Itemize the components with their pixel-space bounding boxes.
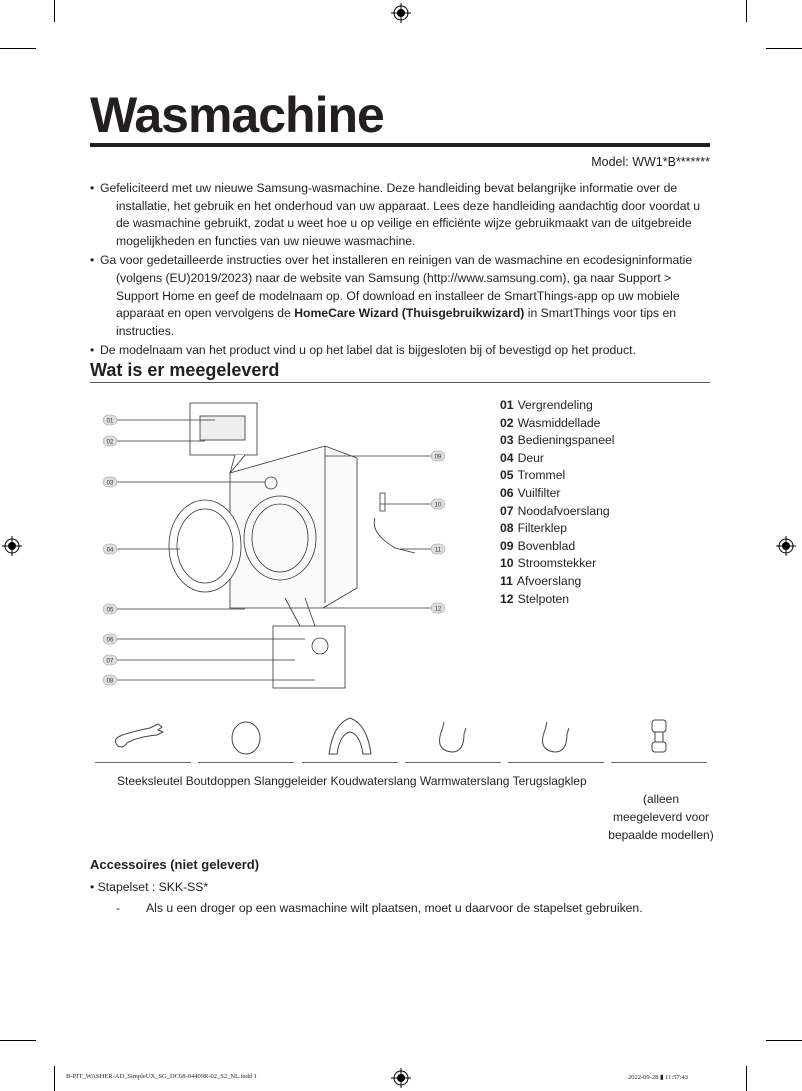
accessory-hose-guide bbox=[302, 716, 398, 763]
callout-07: 07 bbox=[106, 658, 114, 665]
part-item bbox=[500, 397, 614, 415]
part-item bbox=[500, 450, 614, 468]
crop-mark bbox=[746, 0, 747, 22]
part-label: Trommel bbox=[517, 468, 566, 483]
part-number: 02 bbox=[500, 415, 514, 430]
part-item bbox=[500, 538, 614, 556]
part-number: 04 bbox=[500, 450, 514, 465]
parts-list bbox=[500, 397, 614, 608]
stacking-kit-item: • Stapelset : SKK-SS* bbox=[90, 880, 209, 894]
part-item bbox=[500, 485, 614, 503]
accessories-not-supplied-heading: Accessoires (niet geleverd) bbox=[90, 857, 260, 872]
part-label: Filterklep bbox=[517, 521, 568, 536]
section-divider bbox=[90, 382, 710, 383]
intro-item: • Gefeliciteerd met uw nieuwe Samsung-wasmachine. Deze handleiding bevat belangrijke informatie over de installatie, het gebruik en het onderhoud van uw apparaat. Lees deze handleiding aandachtig door voordat u de wasmachine gebruikt, zodat u weet hoe u op veilige en efficiënte wijze gebruikmaakt van de uitgebreide mogelijkheden en functies van uw nieuwe wasmachine. bbox=[90, 180, 715, 250]
section-title: Wat is er meegeleverd bbox=[90, 360, 280, 380]
part-number: 07 bbox=[500, 503, 514, 518]
accessory-cold-water-hose bbox=[405, 716, 501, 763]
part-label: Wasmiddellade bbox=[517, 415, 601, 430]
cold-water-hose-icon bbox=[418, 716, 488, 756]
part-label: Vuilfilter bbox=[517, 485, 561, 500]
intro-list bbox=[90, 180, 715, 362]
callout-06: 06 bbox=[106, 637, 114, 644]
registration-mark-icon bbox=[2, 536, 22, 556]
footer-filename: B-PJT_WASHER-AD_SimpleUX_SG_DC68-04409R-02_S2_NL.indd 1 bbox=[66, 1073, 258, 1080]
callout-03: 03 bbox=[106, 480, 114, 487]
crop-mark bbox=[746, 1066, 747, 1091]
check-valve-note bbox=[606, 790, 716, 844]
stacking-kit-note bbox=[116, 901, 643, 915]
part-number: 10 bbox=[500, 556, 514, 571]
callout-10: 10 bbox=[434, 502, 442, 509]
callout-09: 09 bbox=[434, 454, 442, 461]
part-item bbox=[500, 467, 614, 485]
crop-mark bbox=[766, 48, 802, 49]
part-label: Deur bbox=[517, 450, 544, 465]
callout-02: 02 bbox=[106, 439, 114, 446]
part-number: 08 bbox=[500, 521, 514, 536]
part-number: 01 bbox=[500, 398, 514, 412]
callout-05: 05 bbox=[106, 607, 114, 614]
part-label: Stroomstekker bbox=[517, 556, 597, 571]
stacking-kit-label: Stapelset : SKK-SS* bbox=[97, 880, 209, 894]
callout-12: 12 bbox=[434, 606, 442, 613]
accessory-wrench bbox=[95, 716, 191, 763]
note-line: (alleen bbox=[642, 792, 680, 806]
dash: - bbox=[116, 901, 121, 915]
title-divider bbox=[90, 143, 710, 147]
callout-01: 01 bbox=[106, 418, 114, 425]
registration-mark-icon bbox=[776, 536, 796, 556]
part-number: 06 bbox=[500, 485, 514, 500]
part-item bbox=[500, 415, 614, 433]
part-label: Bovenblad bbox=[517, 538, 576, 553]
hot-water-hose-icon bbox=[521, 716, 591, 756]
part-label: Noodafvoerslang bbox=[517, 503, 610, 518]
part-number: 09 bbox=[500, 538, 514, 553]
part-item bbox=[500, 555, 614, 573]
intro-text: in SmartThings voor tips en instructies. bbox=[116, 306, 677, 338]
accessory-check-valve bbox=[611, 716, 707, 763]
crop-mark bbox=[766, 1040, 802, 1041]
footer-timestamp: 2022-09-28 ▮ 11:57:43 bbox=[628, 1074, 689, 1081]
intro-item: • De modelnaam van het product vind u op het label dat is bijgesloten bij of bevestigd op het product. bbox=[90, 342, 715, 360]
part-label: Afvoerslang bbox=[516, 573, 582, 588]
part-label: Vergrendeling bbox=[517, 398, 593, 412]
part-label: Bedieningspaneel bbox=[517, 433, 615, 448]
accessory-hot-water-hose bbox=[508, 716, 604, 763]
part-item bbox=[500, 591, 614, 609]
part-number: 05 bbox=[500, 468, 514, 483]
part-item bbox=[500, 520, 614, 538]
crop-mark bbox=[54, 0, 55, 22]
wrench-icon bbox=[108, 716, 178, 756]
intro-text: Ga voor gedetailleerde instructies over het installeren en reinigen van de wasmachine en ecodesigninformatie (volgens (EU)2019/2023) naar de website van Samsung (http://www.samsung.com), ga naar Support > Support Home en geef de modelnaam op. Of download en installeer de SmartThings-app op uw mobiele apparaat en open vervolgens de bbox=[100, 253, 693, 321]
homecare-wizard-name: HomeCare Wizard (Thuisgebruikwizard) bbox=[294, 306, 525, 321]
washer-illustration bbox=[95, 398, 455, 693]
accessory-labels: Steeksleutel Boutdoppen Slanggeleider Koudwaterslang Warmwaterslang Terugslagklep bbox=[117, 774, 587, 788]
note-line: meegeleverd voor bbox=[612, 810, 710, 824]
part-label: Stelpoten bbox=[517, 591, 570, 606]
part-item bbox=[500, 573, 614, 591]
crop-mark bbox=[0, 1040, 36, 1041]
crop-mark bbox=[54, 1066, 55, 1091]
part-item bbox=[500, 432, 614, 450]
crop-mark bbox=[0, 48, 36, 49]
part-number: 12 bbox=[500, 591, 514, 606]
intro-item bbox=[90, 252, 715, 340]
part-number: 11 bbox=[500, 573, 513, 588]
hose-guide-icon bbox=[315, 716, 385, 756]
accessory-bolt-caps bbox=[198, 716, 294, 763]
note-line: bepaalde modellen) bbox=[608, 828, 714, 842]
check-valve-icon bbox=[624, 716, 694, 756]
page-title: Wasmachine bbox=[90, 87, 384, 143]
part-item bbox=[500, 503, 614, 521]
callout-04: 04 bbox=[106, 547, 114, 554]
stacking-kit-text: Als u een droger op een wasmachine wilt plaatsen, moet u daarvoor de stapelset gebruiken. bbox=[146, 901, 643, 915]
callout-08: 08 bbox=[106, 678, 114, 685]
part-number: 03 bbox=[500, 433, 514, 448]
registration-mark-icon bbox=[391, 1068, 411, 1088]
bolt-cap-icon bbox=[211, 716, 281, 756]
model-number: Model: WW1*B******* bbox=[591, 155, 710, 169]
registration-mark-icon bbox=[391, 3, 411, 23]
callout-11: 11 bbox=[434, 547, 442, 554]
